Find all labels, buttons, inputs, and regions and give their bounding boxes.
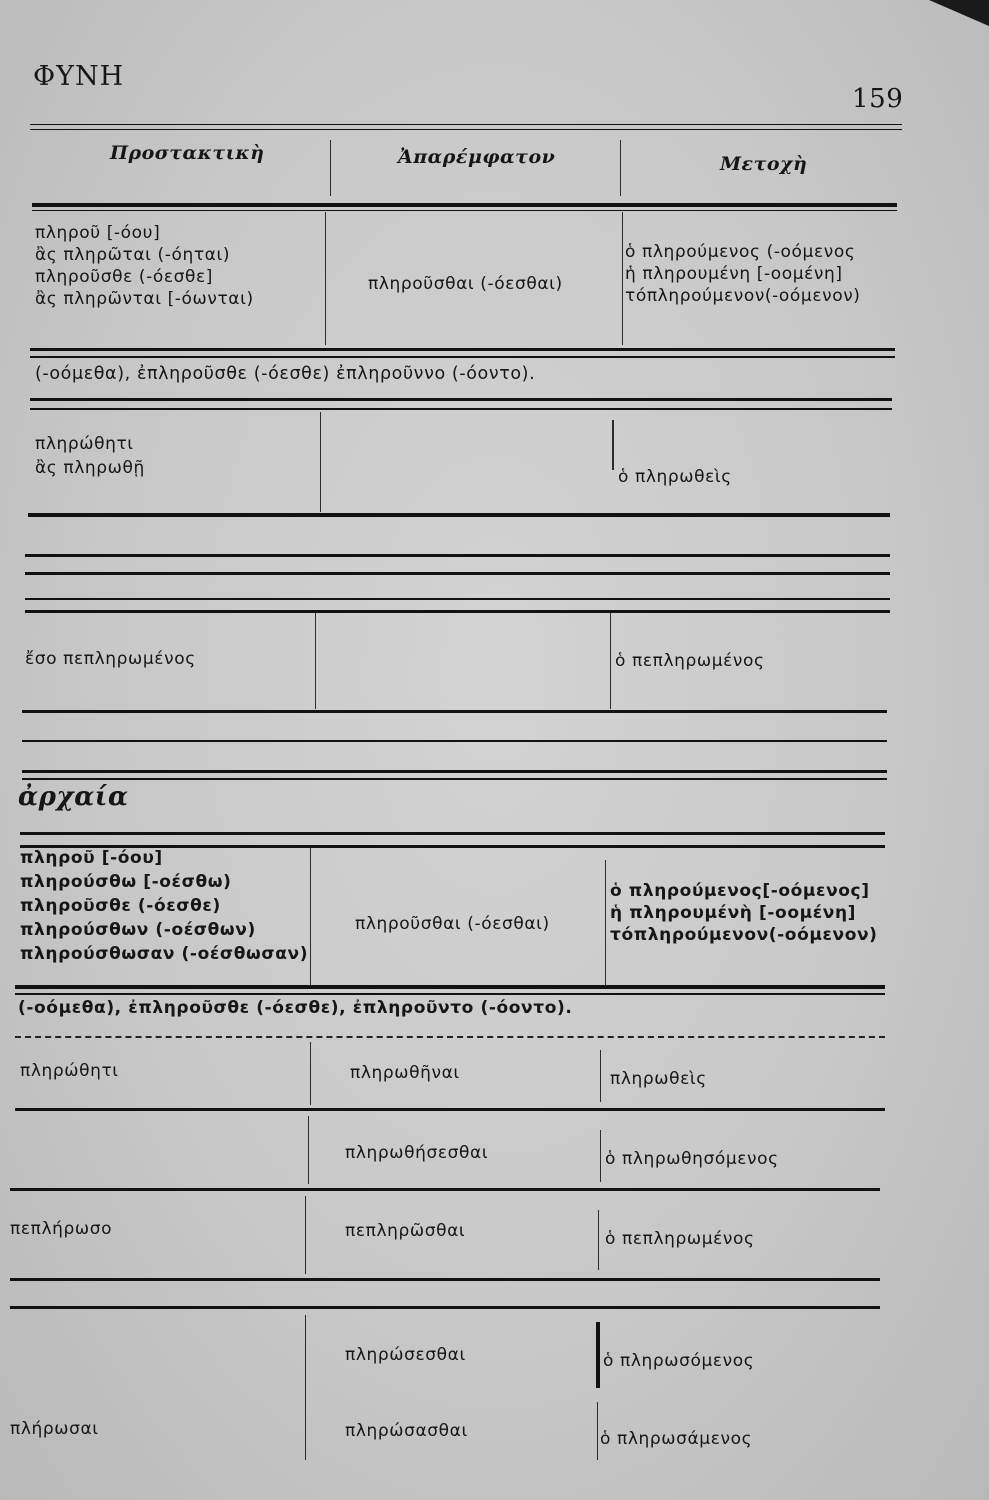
column-divider-bold bbox=[596, 1322, 600, 1388]
table-rule bbox=[22, 778, 887, 780]
column-divider bbox=[620, 140, 621, 196]
ancient-future-middle-participle: ὁ πληρωσόμενος bbox=[603, 1351, 755, 1371]
ancient-imperfect-line: (-οόμεθα), ἐπληροῦσθε (-όεσθε), ἐπληροῦντο (-όοντο). bbox=[18, 998, 573, 1018]
header-rule bbox=[30, 129, 902, 130]
ancient-perfect-participle: ὁ πεπληρωμένος bbox=[605, 1229, 755, 1249]
form-line: πληροῦσθε (-όεσθε) bbox=[20, 896, 221, 916]
form-line: ἡ πληρουμένη [-οομένη] bbox=[625, 264, 843, 284]
table-rule bbox=[25, 598, 890, 600]
table-rule bbox=[10, 1306, 880, 1309]
column-divider bbox=[330, 140, 331, 196]
form-line: πληρούσθω [-οέσθω) bbox=[20, 872, 232, 892]
page-number: 159 bbox=[852, 84, 904, 114]
ancient-future-passive-infinitive: πληρωθήσεσθαι bbox=[345, 1143, 489, 1163]
ancient-perfect-infinitive: πεπληρῶσθαι bbox=[345, 1221, 466, 1241]
scan-shadow-corner bbox=[929, 0, 989, 26]
column-divider bbox=[310, 1042, 311, 1105]
column-divider bbox=[600, 1050, 601, 1102]
table-rule bbox=[22, 770, 887, 773]
table-rule bbox=[15, 993, 885, 995]
form-line: πληρώθητι bbox=[35, 434, 134, 454]
column-divider bbox=[598, 1210, 599, 1270]
table-rule bbox=[10, 1188, 880, 1191]
form-line: ὁ πληρούμενος[-οόμενος] bbox=[610, 881, 870, 901]
table-rule bbox=[22, 710, 887, 713]
table-rule-dashed bbox=[15, 1036, 885, 1038]
table-rule bbox=[28, 513, 890, 517]
modern-perfect-participle: ὁ πεπληρωμένος bbox=[615, 651, 765, 671]
column-divider bbox=[605, 860, 606, 985]
ancient-future-middle-infinitive: πληρώσεσθαι bbox=[345, 1345, 466, 1365]
table-rule bbox=[25, 554, 890, 557]
table-rule bbox=[22, 740, 887, 742]
column-divider bbox=[315, 613, 316, 709]
modern-present-infinitive: πληροῦσθαι (-όεσθαι) bbox=[368, 274, 563, 294]
ancient-aorist-passive-participle: πληρωθεὶς bbox=[610, 1069, 707, 1089]
ancient-aorist-passive-infinitive: πληρωθῆναι bbox=[350, 1063, 460, 1083]
ancient-future-passive-participle: ὁ πληρωθησόμενος bbox=[605, 1149, 779, 1169]
form-line: ἂς πληρῶται (-όηται) bbox=[35, 245, 231, 265]
form-line: πληρούσθωσαν (-οέσθωσαν) bbox=[20, 944, 309, 964]
ancient-aorist-middle-infinitive: πληρώσασθαι bbox=[345, 1421, 468, 1441]
column-divider bbox=[310, 848, 311, 985]
running-head: ΦΥΝΗ bbox=[33, 61, 125, 92]
column-divider bbox=[305, 1196, 306, 1274]
table-rule bbox=[15, 985, 885, 989]
modern-aorist-participle: ὁ πληρωθεὶς bbox=[618, 467, 732, 487]
table-rule bbox=[25, 610, 890, 613]
table-rule bbox=[15, 1108, 885, 1111]
form-line: ἡ πληρουμένὴ [-οομένη] bbox=[610, 903, 857, 923]
column-divider bbox=[320, 412, 321, 512]
ancient-present-participle bbox=[610, 880, 878, 946]
column-header-infinitive: Ἀπαρέμφατον bbox=[398, 146, 556, 168]
form-line: ἂς πληρῶνται [-όωνται) bbox=[35, 289, 254, 309]
ancient-present-infinitive: πληροῦσθαι (-όεσθαι) bbox=[355, 914, 550, 934]
form-line: πληροῦ [-όου] bbox=[20, 848, 163, 868]
column-divider bbox=[305, 1315, 306, 1460]
ancient-aorist-middle-imperative: πλήρωσαι bbox=[10, 1419, 99, 1439]
modern-aorist-imperative bbox=[35, 432, 145, 480]
form-line: ὁ πληρούμενος (-οόμενος bbox=[625, 242, 856, 262]
modern-imperfect-line: (-οόμεθα), ἐπληροῦσθε (-όεσθε) ἐπληροῦννο (-όοντο). bbox=[35, 364, 536, 384]
ancient-perfect-imperative: πεπλήρωσο bbox=[10, 1219, 113, 1239]
modern-present-imperative bbox=[35, 222, 254, 310]
table-rule bbox=[20, 832, 885, 835]
ancient-aorist-middle-participle: ὁ πληρωσάμενος bbox=[600, 1429, 753, 1449]
column-header-imperative: Προστακτικὴ bbox=[110, 142, 265, 164]
column-divider bbox=[308, 1116, 309, 1184]
form-line: πληροῦσθε (-όεσθε] bbox=[35, 267, 214, 287]
table-rule bbox=[25, 572, 890, 575]
column-header-participle: Μετοχὴ bbox=[720, 153, 808, 175]
column-divider bbox=[622, 212, 623, 345]
form-line: πληρούσθων (-οέσθων) bbox=[20, 920, 256, 940]
form-line: τόπληρούμενον(-οόμενον) bbox=[610, 925, 878, 945]
column-divider bbox=[600, 1130, 601, 1182]
table-rule bbox=[30, 348, 895, 351]
header-rule bbox=[30, 124, 902, 125]
table-rule bbox=[30, 408, 892, 410]
modern-perfect-imperative: ἔσο πεπληρωμένος bbox=[25, 649, 196, 669]
column-divider bbox=[597, 1402, 598, 1460]
column-divider bbox=[325, 212, 326, 345]
ancient-aorist-passive-imperative: πληρώθητι bbox=[20, 1061, 119, 1081]
form-line: πληροῦ [-όου] bbox=[35, 223, 161, 243]
table-rule bbox=[32, 203, 897, 207]
table-rule bbox=[10, 1278, 880, 1281]
form-line: ἂς πληρωθῇ bbox=[35, 458, 145, 478]
column-divider bbox=[610, 613, 611, 709]
section-heading-ancient: ἀρχαία bbox=[18, 782, 129, 812]
table-rule bbox=[30, 356, 895, 358]
modern-present-participle bbox=[625, 241, 861, 307]
table-rule bbox=[30, 398, 892, 401]
ancient-present-imperative bbox=[20, 846, 308, 966]
table-rule bbox=[32, 210, 897, 211]
column-divider bbox=[612, 420, 614, 470]
form-line: τόπληρούμενον(-οόμενον) bbox=[625, 286, 861, 306]
